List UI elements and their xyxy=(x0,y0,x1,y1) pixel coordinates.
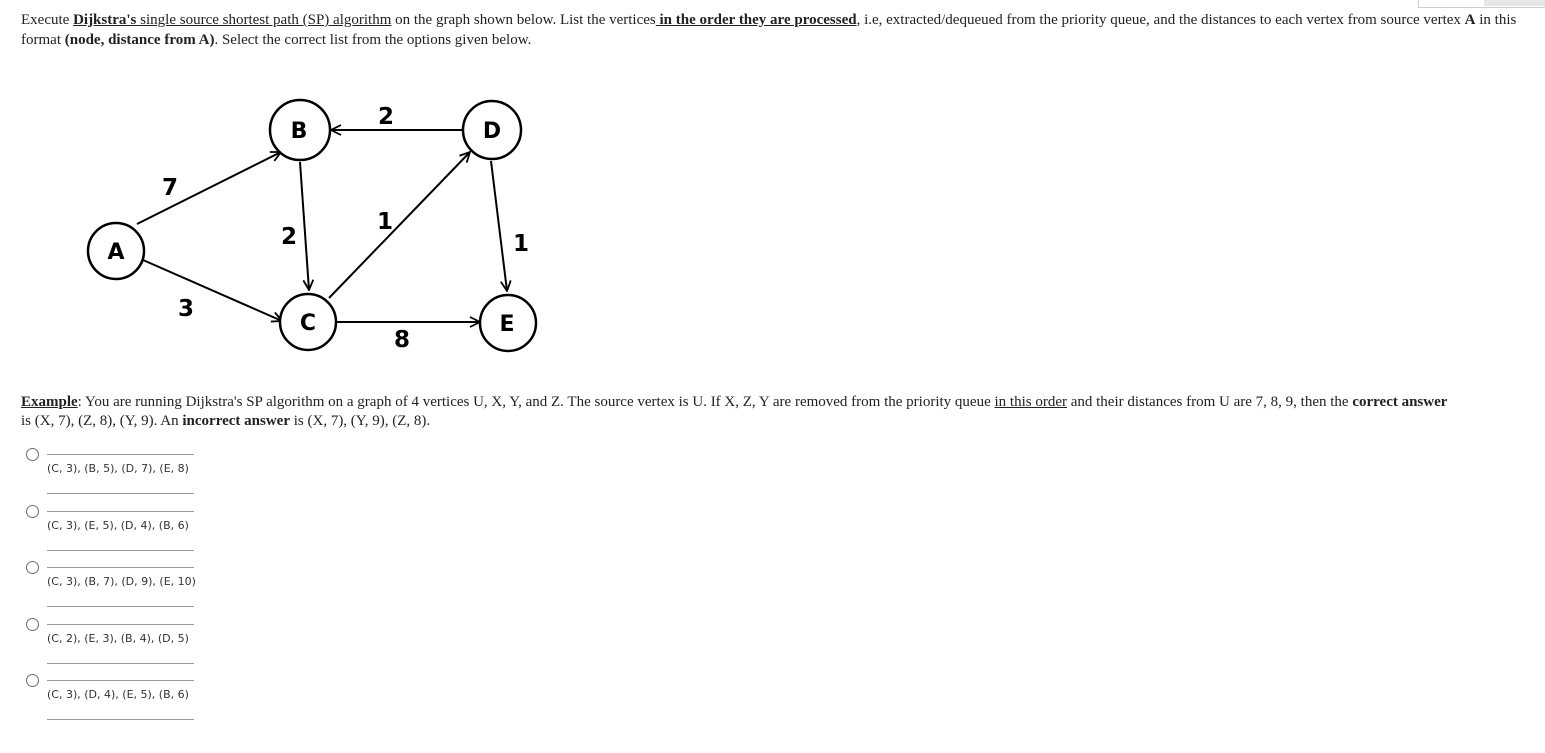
weight-b-c: 2 xyxy=(280,224,298,250)
q-sp: single source shortest path (SP) algorithm xyxy=(136,12,392,28)
option-divider xyxy=(47,663,194,664)
option-divider xyxy=(47,550,194,551)
node-e-label: E xyxy=(499,312,515,337)
option-4-label[interactable]: (C, 2), (E, 3), (B, 4), (D, 5) xyxy=(47,632,189,645)
weight-c-d: 1 xyxy=(376,209,394,235)
question-text xyxy=(21,10,1531,50)
ex-part: is (X, 7), (Z, 8), (Y, 9). An xyxy=(21,413,183,429)
option-2[interactable] xyxy=(26,505,226,555)
option-2-label[interactable]: (C, 3), (E, 5), (D, 4), (B, 6) xyxy=(47,519,189,532)
node-c-label: C xyxy=(299,311,317,336)
node-d-label: D xyxy=(482,119,502,144)
edge-c-d xyxy=(329,152,470,298)
option-divider xyxy=(47,454,194,455)
option-divider xyxy=(47,511,194,512)
edge-d-e xyxy=(491,161,507,291)
option-5-radio[interactable] xyxy=(26,674,39,687)
top-right-box-fill xyxy=(1484,0,1545,6)
q-source: A xyxy=(1464,12,1476,28)
ex-in-order: in this order xyxy=(994,394,1067,410)
ex-correct: correct answer xyxy=(1352,394,1448,410)
option-2-radio[interactable] xyxy=(26,505,39,518)
graph-diagram xyxy=(0,60,560,370)
q-part: . Select the correct list from the options given below. xyxy=(214,32,532,48)
weight-a-b: 7 xyxy=(161,175,179,201)
ex-incorrect: incorrect answer xyxy=(182,413,290,429)
weight-a-c: 3 xyxy=(177,296,195,322)
edge-a-b xyxy=(137,152,281,224)
option-divider xyxy=(47,719,194,720)
node-a-label: A xyxy=(107,240,125,265)
node-b-label: B xyxy=(290,119,308,144)
option-1-label[interactable]: (C, 3), (B, 5), (D, 7), (E, 8) xyxy=(47,462,189,475)
ex-part: and their distances from U are 7, 8, 9, then the xyxy=(1066,394,1353,410)
option-3-radio[interactable] xyxy=(26,561,39,574)
q-part: Execute xyxy=(21,12,74,28)
ex-line2 xyxy=(21,412,1545,431)
top-right-box xyxy=(1418,0,1545,8)
option-5-label[interactable]: (C, 3), (D, 4), (E, 5), (B, 6) xyxy=(47,688,189,701)
q-part: , i.e, extracted/dequeued from the priority queue, and the distances to each vertex from source vertex xyxy=(856,12,1465,28)
option-divider xyxy=(47,606,194,607)
option-divider xyxy=(47,680,194,681)
q-part: on the graph shown below. List the vertices xyxy=(391,12,656,28)
option-3-label[interactable]: (C, 3), (B, 7), (D, 9), (E, 10) xyxy=(47,575,196,588)
option-4-radio[interactable] xyxy=(26,618,39,631)
option-divider xyxy=(47,567,194,568)
ex-part: is (X, 7), (Y, 9), (Z, 8). xyxy=(289,413,431,429)
weight-d-b: 2 xyxy=(377,104,395,130)
ex-part: : You are running Dijkstra's SP algorithm on a graph of 4 vertices U, X, Y, and Z. The source vertex is U. If X, Z, Y are removed from the priority queue xyxy=(77,394,995,410)
example-text xyxy=(21,393,1545,431)
option-4[interactable] xyxy=(26,618,226,668)
option-divider xyxy=(47,624,194,625)
q-order-emph: in the order they are processed xyxy=(655,12,857,28)
option-1-radio[interactable] xyxy=(26,448,39,461)
q-format: (node, distance from A) xyxy=(64,32,215,48)
weight-c-e: 8 xyxy=(393,327,411,353)
option-1[interactable] xyxy=(26,448,226,498)
edge-b-c xyxy=(300,162,309,290)
weight-d-e: 1 xyxy=(512,231,530,257)
q-part: in this format xyxy=(21,12,1517,48)
example-label: Example xyxy=(21,394,78,410)
option-divider xyxy=(47,493,194,494)
q-dijkstra: Dijkstra's xyxy=(73,12,137,28)
option-5[interactable] xyxy=(26,674,226,724)
edge-a-c xyxy=(143,260,282,321)
option-3[interactable] xyxy=(26,561,226,611)
